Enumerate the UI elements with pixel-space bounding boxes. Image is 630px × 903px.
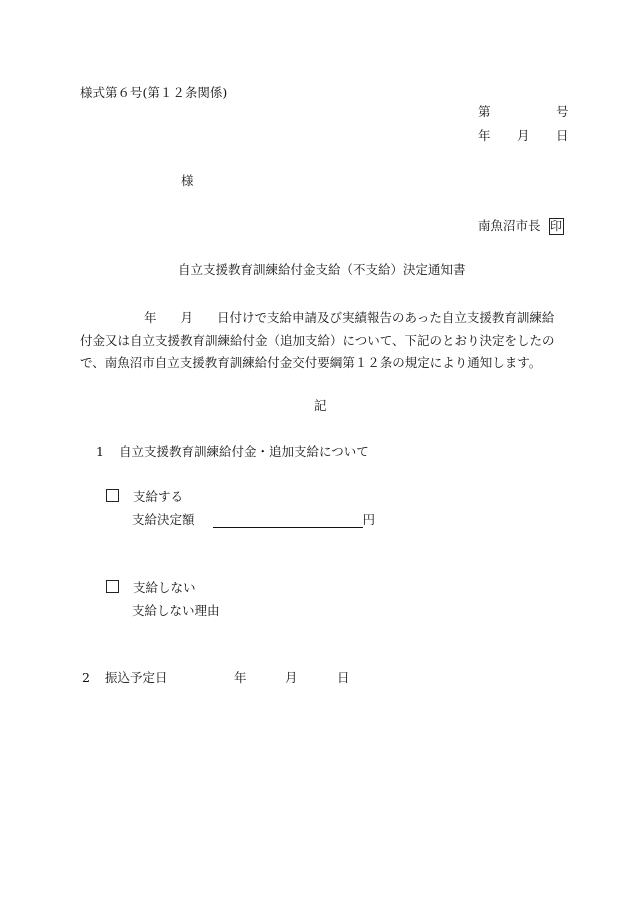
transfer-year: 年	[234, 670, 247, 685]
body-paragraph	[80, 307, 570, 375]
nopay-checkbox[interactable]	[106, 580, 119, 593]
reason-label: 支給しない理由	[132, 603, 220, 618]
ki-heading: 記	[314, 398, 327, 413]
date-day: 日	[556, 128, 569, 143]
amount-row	[132, 512, 375, 528]
document-title: 自立支援教育訓練給付金支給（不支給）決定通知書	[178, 262, 466, 277]
recipient-suffix: 様	[181, 173, 194, 188]
section-2-number: 2	[82, 670, 90, 685]
section-1-heading: 自立支援教育訓練給付金・追加支給について	[119, 444, 369, 459]
transfer-month: 月	[285, 670, 298, 685]
section-2-heading: 振込予定日	[105, 670, 168, 685]
amount-field[interactable]	[213, 513, 363, 528]
amount-label: 支給決定額	[132, 512, 195, 527]
doc-number-suffix: 号	[556, 104, 569, 119]
option-nopay-row	[106, 580, 196, 596]
body-line-3: で、南魚沼市自立支援教育訓練給付金交付要綱第１２条の規定により通知します。	[80, 355, 542, 370]
body-line-1	[80, 307, 570, 330]
issuer-block	[478, 218, 564, 235]
issuer-name: 南魚沼市長	[478, 218, 541, 233]
option-pay-row	[106, 489, 183, 505]
date-month: 月	[517, 128, 530, 143]
form-number: 様式第６号(第１２条関係)	[80, 85, 228, 100]
body-line-1-text: 日付けで支給申請及び実績報告のあった自立支援教育訓練給	[217, 310, 555, 325]
section-1-number: 1	[96, 444, 104, 459]
body-date-month: 月	[180, 310, 194, 325]
doc-number-prefix: 第	[478, 104, 491, 119]
date-year: 年	[478, 128, 491, 143]
option-pay-label: 支給する	[133, 489, 184, 504]
body-line-2: 付金又は自立支援教育訓練給付金（追加支給）について、下記のとおり決定をしたの	[80, 332, 555, 348]
body-date-year: 年	[144, 310, 157, 325]
seal-mark: 印	[550, 219, 563, 233]
pay-checkbox[interactable]	[106, 489, 119, 502]
transfer-day: 日	[337, 670, 350, 685]
option-nopay-label: 支給しない	[133, 580, 196, 595]
amount-unit: 円	[362, 512, 376, 527]
